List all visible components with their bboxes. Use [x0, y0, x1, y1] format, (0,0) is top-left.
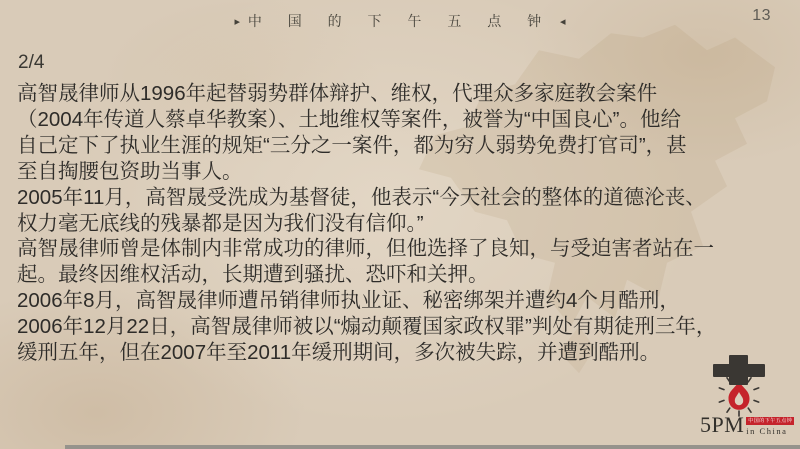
header-arrow-left-icon: ▸ — [234, 16, 240, 28]
5pm-in-china-logo — [700, 352, 796, 444]
logo-text — [700, 414, 794, 436]
body-line: 缓刑五年，但在2007年至2011年缓刑期间，多次被失踪，并遭到酷刑。 — [17, 341, 661, 365]
logo-badge: 中国的下午五点钟 — [748, 418, 793, 424]
body-line: 2006年12月22日，高智晟律师被以“煽动颠覆国家政权罪”判处有期徒刑三年， — [17, 315, 717, 339]
slide-progress: 2/4 — [18, 52, 45, 73]
slide-header — [0, 11, 800, 31]
bottom-edge-bar — [65, 445, 800, 449]
logo-subtitle: in China — [746, 426, 788, 436]
header-title: 中 国 的 下 午 五 点 钟 — [247, 13, 553, 29]
slide-body — [17, 81, 795, 366]
body-line: 高智晟律师从1996年起替弱势群体辩护、维权，代理众多家庭教会案件 — [17, 82, 658, 105]
header-arrow-right-icon: ◂ — [560, 16, 566, 28]
body-line: 自己定下了执业生涯的规矩“三分之一案件，都为穷人弱势免费打官司”，甚 — [17, 133, 687, 157]
body-line: 起。最终因维权活动，长期遭到骚扰、恐吓和关押。 — [17, 263, 489, 287]
body-line: 2006年8月，高智晟律师遭吊销律师执业证、秘密绑架并遭约4个月酷刑， — [17, 289, 680, 313]
body-line: 权力毫无底线的残暴都是因为我们没有信仰。” — [17, 211, 424, 235]
body-line: 高智晟律师曾是体制内非常成功的律师，但他选择了良知，与受迫害者站在一 — [17, 237, 714, 261]
page-number: 13 — [752, 7, 771, 24]
body-line: 2005年11月，高智晟受洗成为基督徒，他表示“今天社会的整体的道德沦丧、 — [17, 185, 706, 209]
body-line: 至自掏腰包资助当事人。 — [17, 159, 243, 183]
logo-acronym: 5PM — [700, 412, 745, 437]
cross-icon — [713, 364, 765, 377]
body-line: （2004年传道人蔡卓华教案）、土地维权等案件，被誉为“中国良心”。他给 — [17, 107, 682, 131]
